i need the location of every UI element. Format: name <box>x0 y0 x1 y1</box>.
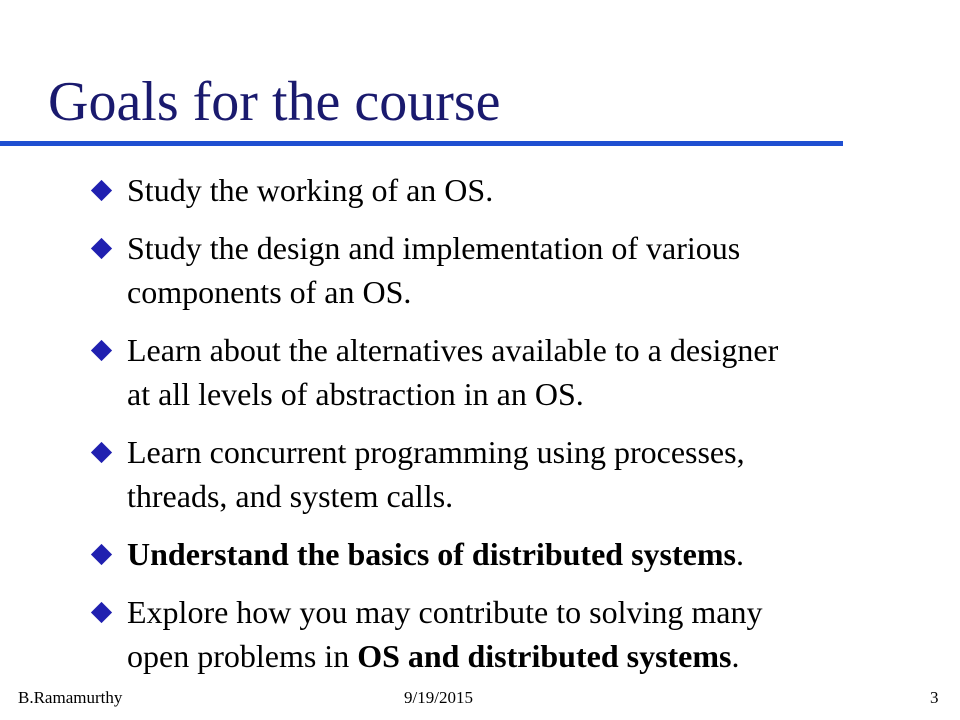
bullet-item-1 <box>94 168 894 212</box>
footer-date: 9/19/2015 <box>404 688 473 707</box>
footer-author: B.Ramamurthy <box>18 688 123 707</box>
bullet-text-line-1: Learn concurrent programming using processes, <box>127 434 745 470</box>
bullet-text-line-2-bold: OS and distributed systems <box>357 638 732 674</box>
bullet-text-line-2-start: open problems in <box>127 638 358 674</box>
diamond-bullet-icon <box>91 442 112 463</box>
bullet-text-line-2: components of an OS. <box>127 274 412 310</box>
diamond-bullet-icon <box>91 544 112 565</box>
slide-title: Goals for the course <box>48 71 501 133</box>
page-number: 3 <box>930 688 939 707</box>
bullet-item-3 <box>94 328 894 416</box>
bullet-text-line-2: at all levels of abstraction in an OS. <box>127 376 584 412</box>
bullet-item-4 <box>94 430 894 518</box>
diamond-bullet-icon <box>91 602 112 623</box>
diamond-bullet-icon <box>91 340 112 361</box>
bullet-text-line-2: threads, and system calls. <box>127 478 454 514</box>
bullet-text-line-1: Learn about the alternatives available to a designer <box>127 332 779 368</box>
diamond-bullet-icon <box>91 180 112 201</box>
title-underline <box>0 141 843 146</box>
bullet-text: Study the working of an OS. <box>127 172 494 208</box>
bullet-text-line-1: Study the design and implementation of various <box>127 230 741 266</box>
bullet-text-line-1: Explore how you may contribute to solving many <box>127 594 763 630</box>
bullet-text-bold: Understand the basics of distributed systems <box>127 536 736 572</box>
diamond-bullet-icon <box>91 238 112 259</box>
bullet-list <box>94 168 894 678</box>
bullet-item-2 <box>94 226 894 314</box>
bullet-item-6 <box>94 590 894 678</box>
bullet-text-period: . <box>735 536 744 572</box>
bullet-item-5 <box>94 532 894 576</box>
bullet-text-line-2-end: . <box>731 638 740 674</box>
